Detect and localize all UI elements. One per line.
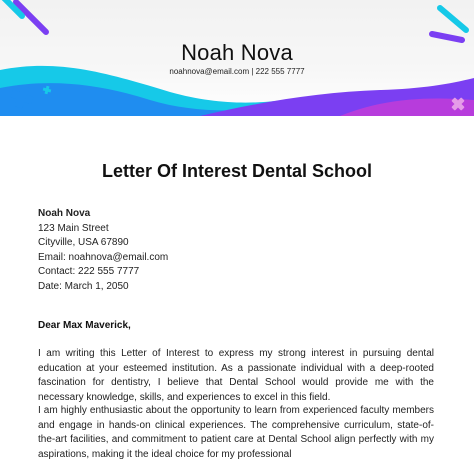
- salutation: Dear Max Maverick,: [38, 320, 131, 331]
- letterhead-name: Noah Nova: [181, 40, 293, 65]
- letterhead-contact: noahnova@email.com | 222 555 7777: [169, 67, 305, 76]
- sender-city: Cityville, USA 67890: [38, 237, 129, 248]
- sender-contact: Contact: 222 555 7777: [38, 266, 140, 277]
- sender-address-block: [38, 207, 168, 294]
- letter-date: Date: March 1, 2050: [38, 280, 129, 292]
- stick-cyan-right: [440, 8, 466, 30]
- sender-name: Noah Nova: [38, 208, 91, 219]
- letterhead: [0, 0, 474, 116]
- body-paragraph: I am highly enthusiastic about the opportunity to learn from experienced faculty members and engage in hands-on clinical experiences. The comprehensive curriculum, state-of-the-art facilities, and commitment to patient care at Dental School align perfectly with my aspirations, making it the ideal choice for my professional: [38, 405, 434, 460]
- sender-email: Email: noahnova@email.com: [38, 251, 169, 263]
- body-paragraph: I am writing this Letter of Interest to express my strong interest in pursuing dental education at your esteemed institution. As a passionate individual with a deep-rooted fascination for dentistry, I believe that Dental School would provide me with the necessary knowledge, skills, and experiences to excel in this field.: [38, 348, 434, 403]
- sender-street: 123 Main Street: [38, 222, 109, 234]
- document-title: Letter Of Interest Dental School: [101, 161, 373, 181]
